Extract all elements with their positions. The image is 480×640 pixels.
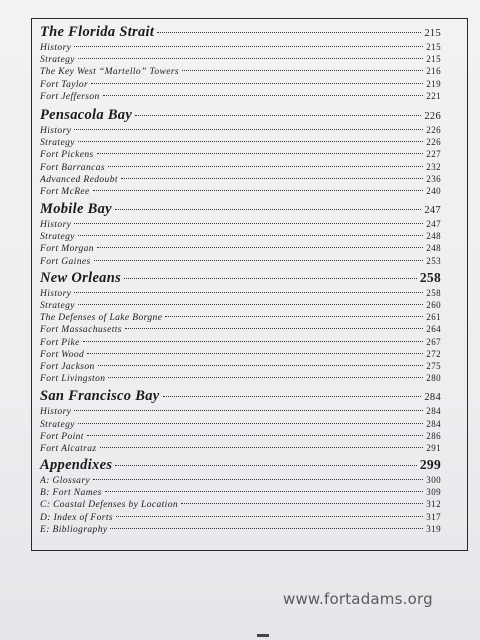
section-title: Pensacola Bay: [40, 106, 133, 123]
dot-leader: [74, 292, 423, 293]
toc-entry: [40, 243, 441, 255]
toc-entry: [40, 300, 441, 312]
toc-entry: [40, 373, 441, 385]
dot-leader: [124, 278, 417, 279]
dot-leader: [74, 46, 423, 47]
entry-label: Strategy: [40, 419, 75, 430]
entry-label: Fort Livingston: [40, 374, 106, 385]
toc-entry: [40, 475, 441, 487]
dot-leader: [93, 190, 424, 191]
entry-label: History: [40, 43, 72, 53]
toc-entry: [40, 337, 441, 349]
toc-entry: [40, 256, 441, 268]
dot-leader: [94, 260, 424, 261]
toc-section-pensacola-bay: [40, 107, 441, 198]
entry-page-number: 267: [426, 336, 441, 347]
entry-page-number: 226: [426, 137, 441, 148]
section-title: New Orleans: [40, 269, 122, 286]
entry-label: Fort Point: [40, 431, 84, 442]
toc-entry: [40, 186, 441, 198]
toc-entry: [40, 361, 441, 373]
entry-page-number: 236: [426, 173, 441, 184]
dot-leader: [181, 503, 423, 504]
dot-leader: [83, 341, 424, 342]
entry-label: Fort Alcatraz: [40, 443, 97, 454]
entry-label: C: Coastal Defenses by Location: [40, 500, 179, 511]
dot-leader: [97, 247, 423, 248]
section-title: San Francisco Bay: [40, 388, 160, 405]
entry-label: Fort Massachusetts: [40, 325, 122, 336]
entry-page-number: 300: [426, 475, 441, 486]
entry-page-number: 232: [426, 161, 441, 172]
entry-label: History: [40, 125, 72, 136]
entry-page-number: 272: [426, 348, 441, 359]
dot-leader: [163, 396, 422, 397]
entry-label: History: [40, 288, 72, 299]
entry-page-number: 260: [426, 300, 441, 310]
entry-label: Strategy: [40, 138, 75, 149]
toc-entry: [40, 162, 441, 174]
entry-page-number: 219: [426, 78, 441, 89]
entry-page-number: 247: [426, 219, 441, 230]
entry-page-number: 261: [426, 312, 441, 323]
entry-page-number: 226: [426, 124, 441, 135]
toc-section-mobile-bay: [40, 201, 441, 268]
dot-leader: [87, 435, 423, 436]
entry-label: Advanced Redoubt: [40, 174, 118, 185]
toc-section-san-francisco-bay: [40, 388, 441, 455]
entry-page-number: 284: [426, 418, 441, 429]
entry-label: Fort Barrancas: [40, 162, 105, 173]
entry-label: The Defenses of Lake Borgne: [40, 313, 163, 324]
toc-entry: [40, 312, 441, 324]
toc-entry: [40, 174, 441, 186]
toc-section-new-orleans: [40, 270, 441, 386]
toc-entry: [40, 149, 441, 161]
entry-page-number: 258: [426, 287, 441, 298]
entry-page-number: 221: [426, 90, 441, 101]
entry-label: D: Index of Forts: [40, 512, 114, 523]
dot-leader: [74, 410, 423, 411]
section-heading: [40, 270, 441, 288]
entry-label: Fort Pike: [40, 337, 80, 348]
entry-page-number: 227: [426, 149, 441, 160]
toc-entry: [40, 349, 441, 361]
section-page-number: 247: [424, 205, 441, 217]
section-title: Mobile Bay: [40, 201, 112, 218]
toc-entry: [40, 499, 441, 511]
toc-entry: [40, 406, 441, 418]
section-title: Appendixes: [40, 457, 113, 474]
entry-page-number: 248: [426, 231, 441, 242]
entry-page-number: 253: [426, 255, 441, 266]
toc-section-florida-strait: [40, 24, 441, 103]
section-page-number: 299: [419, 457, 441, 473]
dot-leader: [121, 178, 423, 179]
toc-entry: [40, 431, 441, 443]
entry-page-number: 309: [426, 487, 441, 498]
entry-label: Fort Wood: [40, 349, 85, 360]
entry-label: Strategy: [40, 55, 75, 66]
dot-leader: [100, 447, 424, 448]
toc-entry: [40, 54, 441, 66]
dot-leader: [108, 377, 423, 378]
toc-entry: [40, 79, 441, 91]
entry-label: Fort McRee: [40, 186, 90, 197]
section-title: The Florida Strait: [40, 24, 155, 40]
entry-label: Fort Gaines: [40, 256, 91, 267]
entry-page-number: 319: [426, 523, 441, 534]
toc-entry: [40, 42, 441, 54]
toc-entry: [40, 66, 441, 78]
dot-leader: [91, 83, 423, 84]
entry-label: Fort Taylor: [40, 79, 89, 90]
dot-leader: [103, 95, 424, 96]
entry-label: Strategy: [40, 301, 75, 311]
toc-entry: [40, 524, 441, 536]
section-heading: [40, 388, 441, 406]
toc-entry: [40, 125, 441, 137]
entry-label: E: Bibliography: [40, 524, 108, 535]
toc-entry: [40, 324, 441, 336]
section-page-number: 226: [424, 110, 441, 122]
section-page-number: 258: [419, 269, 441, 285]
section-heading: [40, 107, 441, 125]
toc-section-appendixes: [40, 457, 441, 536]
dot-leader: [115, 209, 421, 210]
dot-leader: [108, 166, 423, 167]
website-watermark: www.fortadams.org: [283, 590, 433, 608]
dot-leader: [97, 153, 424, 154]
dot-leader: [125, 328, 423, 329]
entry-page-number: 216: [426, 66, 441, 77]
entry-page-number: 317: [426, 511, 441, 522]
toc-entry: [40, 512, 441, 524]
toc-entry: [40, 219, 441, 231]
entry-page-number: 248: [426, 243, 441, 254]
dot-leader: [78, 304, 423, 305]
section-heading: [40, 24, 441, 42]
dot-leader: [78, 235, 423, 236]
entry-label: History: [40, 407, 72, 418]
entry-label: B: Fort Names: [40, 488, 102, 499]
entry-page-number: 312: [426, 499, 441, 510]
dot-leader: [110, 528, 423, 529]
entry-label: Fort Morgan: [40, 244, 94, 255]
entry-page-number: 264: [426, 324, 441, 335]
table-of-contents: [40, 24, 441, 536]
entry-page-number: 286: [426, 430, 441, 441]
entry-page-number: 291: [426, 442, 441, 453]
dot-leader: [74, 223, 423, 224]
entry-label: The Key West “Martello” Towers: [40, 67, 180, 78]
dot-leader: [135, 115, 421, 116]
entry-label: Fort Pickens: [40, 150, 94, 161]
dot-leader: [116, 516, 423, 517]
dot-leader: [78, 423, 423, 424]
entry-page-number: 284: [426, 406, 441, 417]
toc-entry: [40, 288, 441, 300]
dot-leader: [87, 353, 423, 354]
toc-entry: [40, 443, 441, 455]
entry-page-number: 280: [426, 373, 441, 384]
dot-leader: [78, 141, 423, 142]
entry-label: Strategy: [40, 232, 75, 243]
section-page-number: 284: [424, 392, 441, 404]
toc-entry: [40, 419, 441, 431]
dot-leader: [78, 58, 423, 59]
toc-entry: [40, 487, 441, 499]
section-page-number: 215: [424, 28, 441, 39]
section-heading: [40, 457, 441, 475]
dot-leader: [105, 491, 424, 492]
entry-page-number: 215: [426, 42, 441, 52]
toc-entry: [40, 137, 441, 149]
section-heading: [40, 201, 441, 219]
dot-leader: [165, 316, 423, 317]
dot-leader: [182, 70, 423, 71]
dot-leader: [74, 129, 423, 130]
toc-entry: [40, 91, 441, 103]
dot-leader: [115, 465, 417, 466]
dot-leader: [93, 479, 423, 480]
toc-entry: [40, 231, 441, 243]
dot-leader: [98, 365, 424, 366]
entry-page-number: 215: [426, 54, 441, 65]
entry-label: Fort Jackson: [40, 361, 95, 372]
entry-page-number: 275: [426, 360, 441, 371]
entry-page-number: 240: [426, 185, 441, 196]
entry-label: Fort Jefferson: [40, 91, 100, 102]
entry-label: A: Glossary: [40, 476, 91, 487]
page-footer-mark: [257, 634, 269, 637]
entry-label: History: [40, 220, 72, 231]
dot-leader: [157, 32, 421, 33]
